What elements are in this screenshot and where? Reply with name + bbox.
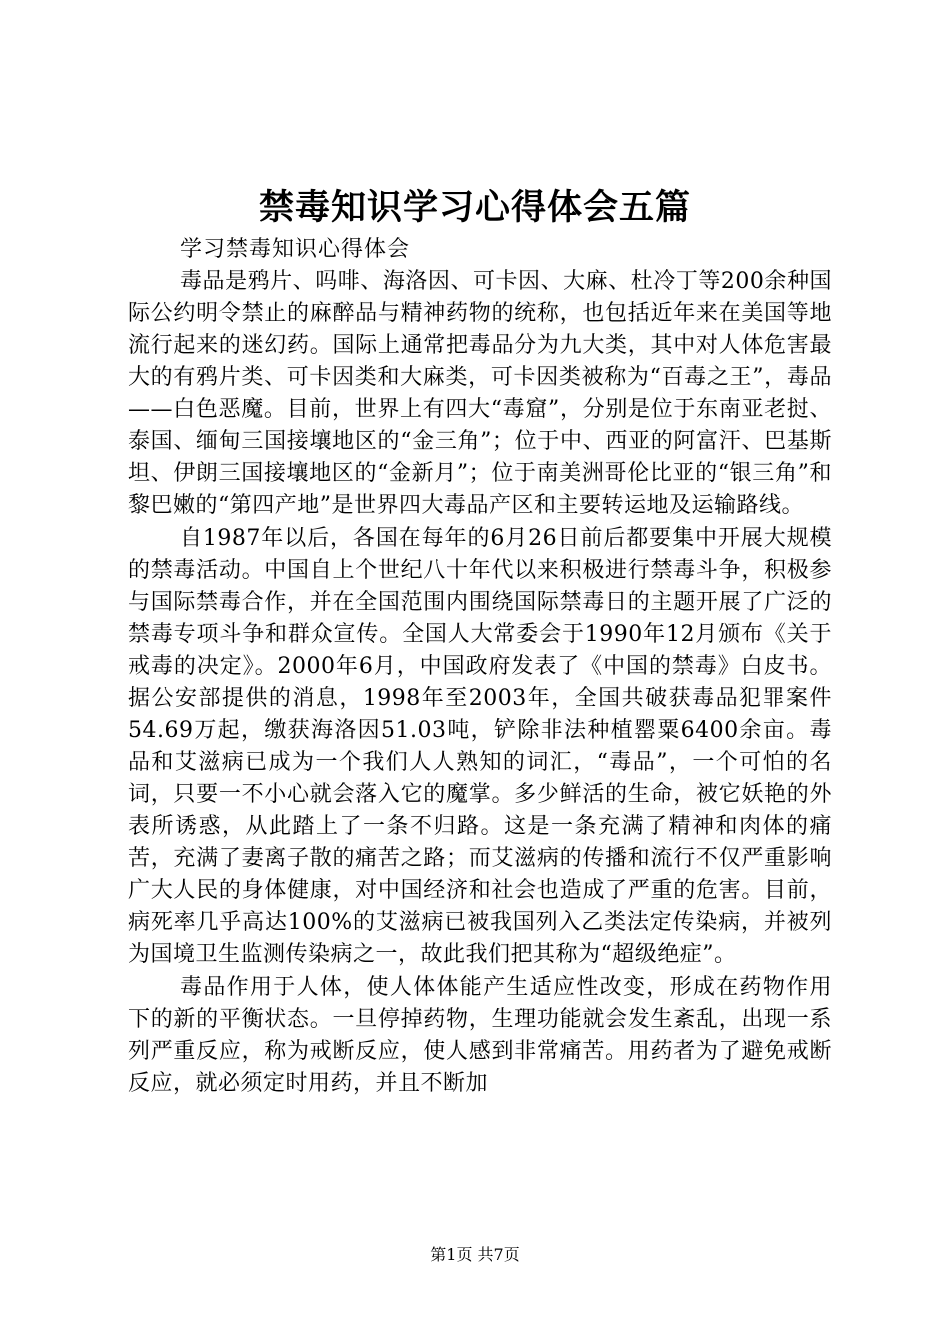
- paragraph-1: 毒品是鸦片、吗啡、海洛因、可卡因、大麻、杜冷丁等200余种国际公约明令禁止的麻醉品与精神药物的统称，也包括近年来在美国等地流行起来的迷幻药。国际上通常把毒品分为九大类，其中对人体危害最大的有鸦片类、可卡因类和大麻类，可卡因类被称为“百毒之王”，毒品——白色恶魔。目前，世界上有四大“毒窟”，分别是位于东南亚老挝、泰国、缅甸三国接壤地区的“金三角”；位于中、西亚的阿富汗、巴基斯坦、伊朗三国接壤地区的“金新月”；位于南美洲哥伦比亚的“银三角”和黎巴嫩的“第四产地”是世界四大毒品产区和主要转运地及运输路线。: [128, 269, 832, 518]
- page-footer: 第1页 共7页: [430, 1245, 520, 1264]
- paragraph-2: 自1987年以后，各国在每年的6月26日前后都要集中开展大规模的禁毒活动。中国自上个世纪八十年代以来积极进行禁毒斗争，积极参与国际禁毒合作，并在全国范围内围绕国际禁毒日的主题开展了广泛的禁毒专项斗争和群众宣传。全国人大常委会于1990年12月颁布《关于戒毒的决定》。2000年6月，中国政府发表了《中国的禁毒》白皮书。据公安部提供的消息，1998年至2003年，全国共破获毒品犯罪案件54.69万起，缴获海洛因51.03吨，铲除非法种植罂粟6400余亩。毒品和艾滋病已成为一个我们人人熟知的词汇，“毒品”，一个可怕的名词，只要一不小心就会落入它的魔掌。多少鲜活的生命，被它妖艳的外表所诱惑，从此踏上了一条不归路。这是一条充满了精神和肉体的痛苦，充满了妻离子散的痛苦之路；而艾滋病的传播和流行不仅严重影响广大人民的身体健康，对中国经济和社会也造成了严重的危害。目前，病死率几乎高达100%的艾滋病已被我国列入乙类法定传染病，并被列为国境卫生监测传染病之一，故此我们把其称为“超级绝症”。: [128, 526, 832, 967]
- document-subtitle: 学习禁毒知识心得体会: [180, 237, 411, 262]
- document-title: 禁毒知识学习心得体会五篇: [258, 187, 691, 228]
- paragraph-3: 毒品作用于人体，使人体体能产生适应性改变，形成在药物作用下的新的平衡状态。一旦停掉药物，生理功能就会发生紊乱，出现一系列严重反应，称为戒断反应，使人感到非常痛苦。用药者为了避免戒断反应，就必须定时用药，并且不断加: [128, 975, 832, 1096]
- document-body: [128, 234, 832, 1100]
